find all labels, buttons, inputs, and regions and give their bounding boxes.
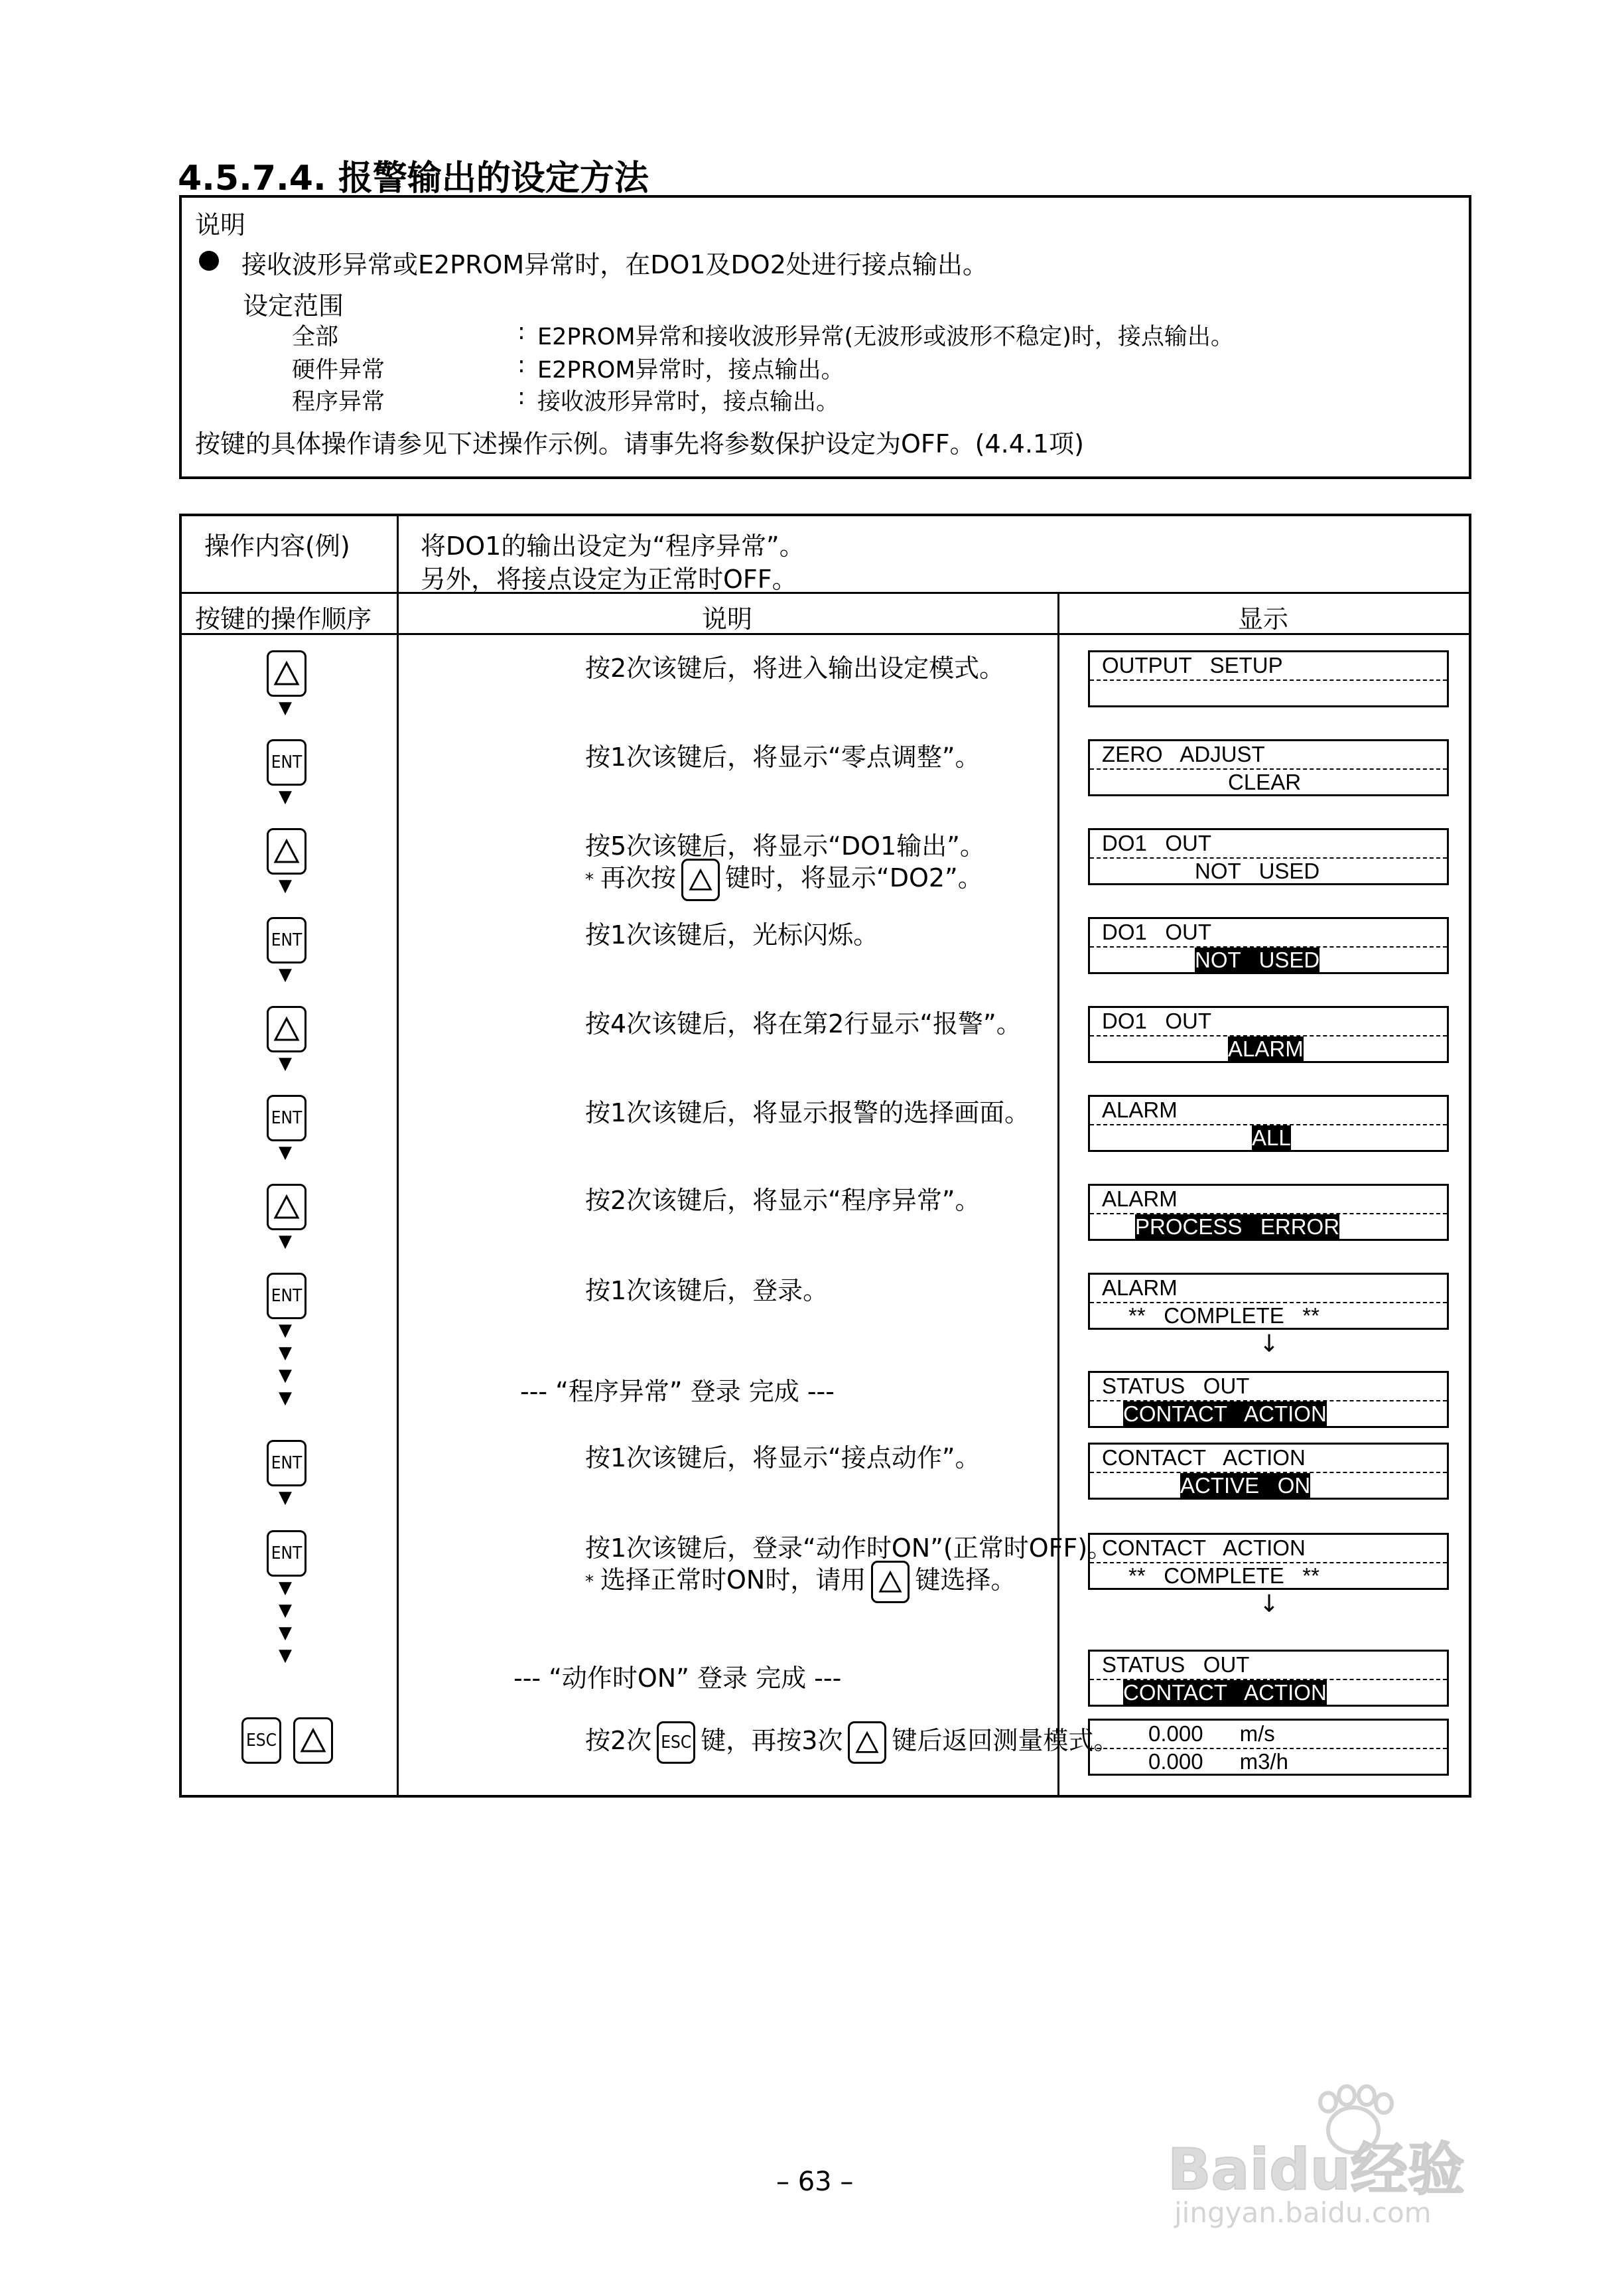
operation-table bbox=[179, 514, 1471, 1798]
description-bullet: 接收波形异常或E2PROM异常时，在DO1及DO2处进行接点输出。 bbox=[241, 250, 988, 279]
lcd-line-2: 0.000 m3/h bbox=[1148, 1749, 1288, 1774]
down-arrow-icon: ▼ bbox=[279, 1488, 292, 1508]
ent-key-label: ENT bbox=[271, 1286, 303, 1306]
lcd-line-2: ALARM bbox=[1228, 1036, 1304, 1061]
range-text: 接收波形异常时，接点输出。 bbox=[537, 389, 840, 415]
down-arrow-icon: ▼ bbox=[279, 1343, 292, 1363]
lcd-line-2: CLEAR bbox=[1228, 770, 1302, 794]
lcd-separator bbox=[1090, 679, 1447, 681]
lcd-line-2: CONTACT ACTION bbox=[1123, 1680, 1327, 1705]
up-key-icon bbox=[293, 1717, 333, 1764]
esc-key-label: ESC bbox=[661, 1732, 692, 1752]
column-header-sequence: 按键的操作顺序 bbox=[195, 605, 372, 634]
lcd-display bbox=[1088, 739, 1449, 796]
step-description: 按1次该键后，将显示“零点调整”。 bbox=[585, 743, 981, 772]
registration-complete-note: --- “程序异常” 登录 完成 --- bbox=[520, 1377, 835, 1406]
lcd-line-1: ALARM bbox=[1102, 1275, 1178, 1300]
step-description: 按2次该键后，将进入输出设定模式。 bbox=[585, 654, 1005, 683]
lcd-line-1: ZERO ADJUST bbox=[1102, 742, 1265, 766]
lcd-line-1: CONTACT ACTION bbox=[1102, 1535, 1306, 1560]
table-divider bbox=[182, 592, 1471, 594]
watermark-brand: Baidu经验 bbox=[1168, 2137, 1465, 2203]
note-star: * bbox=[585, 869, 594, 890]
step-note bbox=[585, 1559, 1016, 1603]
range-name: 程序异常 bbox=[292, 389, 385, 415]
step-description: 按1次该键后，登录“动作时ON”(正常时OFF)。 bbox=[585, 1533, 1113, 1563]
lcd-line-1: DO1 OUT bbox=[1102, 920, 1212, 944]
description-heading: 说明 bbox=[195, 210, 246, 240]
down-arrow-icon: ▼ bbox=[279, 876, 292, 896]
lcd-display bbox=[1088, 1533, 1449, 1590]
step-description: 按1次该键后，光标闪烁。 bbox=[585, 920, 879, 950]
lcd-display bbox=[1088, 1273, 1449, 1330]
ent-key bbox=[267, 1273, 306, 1319]
lcd-display bbox=[1088, 1719, 1449, 1776]
watermark-url: jingyan.baidu.com bbox=[1174, 2196, 1432, 2229]
range-text: E2PROM异常时，接点输出。 bbox=[537, 357, 845, 384]
up-key-icon bbox=[871, 1561, 910, 1603]
esc-key bbox=[241, 1717, 281, 1764]
step-description: 按1次该键后，将显示报警的选择画面。 bbox=[585, 1098, 1030, 1127]
lcd-display bbox=[1088, 1006, 1449, 1063]
step-text: 键后返回测量模式。 bbox=[892, 1726, 1119, 1755]
lcd-line-2: NOT USED bbox=[1195, 859, 1320, 883]
down-arrow-icon: ▼ bbox=[279, 787, 292, 807]
lcd-line-1: STATUS OUT bbox=[1102, 1374, 1250, 1398]
lcd-line-2: ** COMPLETE ** bbox=[1128, 1563, 1320, 1588]
lcd-display bbox=[1088, 1371, 1449, 1428]
ent-key-label: ENT bbox=[271, 1453, 303, 1473]
ent-key-label: ENT bbox=[271, 752, 303, 772]
down-arrow-icon: ▼ bbox=[279, 1388, 292, 1408]
registration-complete-note: --- “动作时ON” 登录 完成 --- bbox=[513, 1664, 842, 1693]
step-description: 按5次该键后，将显示“DO1输出”。 bbox=[585, 831, 985, 861]
down-arrow-icon: ▼ bbox=[279, 1646, 292, 1666]
step-description bbox=[585, 1720, 1118, 1764]
ent-key-label: ENT bbox=[271, 1543, 303, 1563]
ent-key bbox=[267, 739, 306, 786]
range-colon: : bbox=[517, 352, 525, 378]
up-key-icon bbox=[267, 650, 306, 697]
down-arrow-icon: ▼ bbox=[279, 1578, 292, 1598]
example-line-1: 将DO1的输出设定为“程序异常”。 bbox=[421, 532, 805, 561]
step-description: 按4次该键后，将在第2行显示“报警”。 bbox=[585, 1009, 1022, 1038]
section-title: 4.5.7.4. 报警输出的设定方法 bbox=[178, 159, 649, 198]
step-description: 按1次该键后，将显示“接点动作”。 bbox=[585, 1443, 981, 1472]
description-box bbox=[179, 195, 1471, 479]
up-key-icon bbox=[681, 859, 720, 901]
down-arrow-icon: ▼ bbox=[279, 1623, 292, 1643]
lcd-line-2: ** COMPLETE ** bbox=[1128, 1303, 1320, 1328]
lcd-display bbox=[1088, 1184, 1449, 1241]
note-text: 键选择。 bbox=[915, 1565, 1016, 1595]
up-key-icon bbox=[267, 828, 306, 875]
column-header-display: 显示 bbox=[1238, 605, 1289, 634]
step-text: 按2次 bbox=[585, 1726, 652, 1755]
lcd-line-1: DO1 OUT bbox=[1102, 1009, 1212, 1033]
down-arrow-icon: ↓ bbox=[1259, 1330, 1280, 1358]
lcd-line-2: NOT USED bbox=[1195, 948, 1320, 972]
step-note bbox=[585, 857, 983, 901]
esc-key bbox=[657, 1721, 695, 1764]
ent-key bbox=[267, 1440, 306, 1486]
bullet-icon bbox=[199, 251, 219, 271]
up-key-icon bbox=[848, 1721, 886, 1764]
down-arrow-icon: ▼ bbox=[279, 1232, 292, 1251]
down-arrow-icon: ▼ bbox=[279, 965, 292, 985]
step-description: 按2次该键后，将显示“程序异常”。 bbox=[585, 1186, 981, 1215]
lcd-line-2: ACTIVE ON bbox=[1180, 1473, 1311, 1498]
lcd-line-2: CONTACT ACTION bbox=[1123, 1401, 1327, 1426]
lcd-line-1: ALARM bbox=[1102, 1098, 1178, 1122]
lcd-display bbox=[1088, 917, 1449, 974]
esc-key-label: ESC bbox=[246, 1731, 277, 1750]
ent-key bbox=[267, 1095, 306, 1141]
page-number: – 63 – bbox=[776, 2167, 854, 2197]
lcd-line-1: ALARM bbox=[1102, 1186, 1178, 1211]
ent-key-label: ENT bbox=[271, 930, 303, 950]
lcd-display bbox=[1088, 1443, 1449, 1500]
ent-key-label: ENT bbox=[271, 1108, 303, 1128]
down-arrow-icon: ▼ bbox=[279, 698, 292, 718]
ent-key bbox=[267, 917, 306, 963]
range-text: E2PROM异常和接收波形异常(无波形或波形不稳定)时，接点输出。 bbox=[537, 324, 1234, 350]
step-text: 键，再按3次 bbox=[701, 1726, 843, 1755]
ent-key bbox=[267, 1530, 306, 1577]
lcd-display bbox=[1088, 1095, 1449, 1152]
column-header-description: 说明 bbox=[702, 605, 753, 634]
lcd-line-2: PROCESS ERROR bbox=[1135, 1214, 1340, 1239]
baidu-watermark bbox=[1154, 2084, 1552, 2236]
table-divider bbox=[397, 516, 399, 1798]
range-label: 设定范围 bbox=[243, 291, 344, 321]
range-colon: : bbox=[517, 319, 525, 345]
lcd-line-1: CONTACT ACTION bbox=[1102, 1445, 1306, 1470]
down-arrow-icon: ▼ bbox=[279, 1143, 292, 1163]
lcd-display bbox=[1088, 828, 1449, 885]
lcd-line-1: STATUS OUT bbox=[1102, 1652, 1250, 1677]
up-key-icon bbox=[267, 1184, 306, 1230]
example-line-2: 另外，将接点设定为正常时OFF。 bbox=[421, 565, 797, 594]
lcd-line-2: ALL bbox=[1252, 1125, 1291, 1150]
note-text: 键时，将显示“DO2”。 bbox=[725, 863, 983, 892]
note-text: 选择正常时ON时，请用 bbox=[600, 1565, 866, 1595]
lcd-line-1: 0.000 m/s bbox=[1148, 1721, 1275, 1746]
lcd-line-1: DO1 OUT bbox=[1102, 831, 1212, 855]
note-star: * bbox=[585, 1571, 594, 1592]
range-colon: : bbox=[517, 384, 525, 410]
up-key-icon bbox=[267, 1006, 306, 1052]
range-name: 硬件异常 bbox=[292, 357, 385, 384]
lcd-display bbox=[1088, 650, 1449, 707]
down-arrow-icon: ▼ bbox=[279, 1366, 292, 1386]
down-arrow-icon: ▼ bbox=[279, 1054, 292, 1074]
description-footer: 按键的具体操作请参见下述操作示例。请事先将参数保护设定为OFF。(4.4.1项) bbox=[195, 429, 1084, 459]
table-divider bbox=[1057, 592, 1059, 1798]
lcd-display bbox=[1088, 1650, 1449, 1707]
lcd-line-1: OUTPUT SETUP bbox=[1102, 653, 1283, 677]
note-text: 再次按 bbox=[600, 863, 677, 892]
step-description: 按1次该键后，登录。 bbox=[585, 1276, 829, 1305]
down-arrow-icon: ▼ bbox=[279, 1320, 292, 1340]
down-arrow-icon: ▼ bbox=[279, 1601, 292, 1620]
example-label: 操作内容(例) bbox=[204, 532, 350, 561]
down-arrow-icon: ↓ bbox=[1259, 1591, 1280, 1618]
range-name: 全部 bbox=[292, 324, 339, 350]
